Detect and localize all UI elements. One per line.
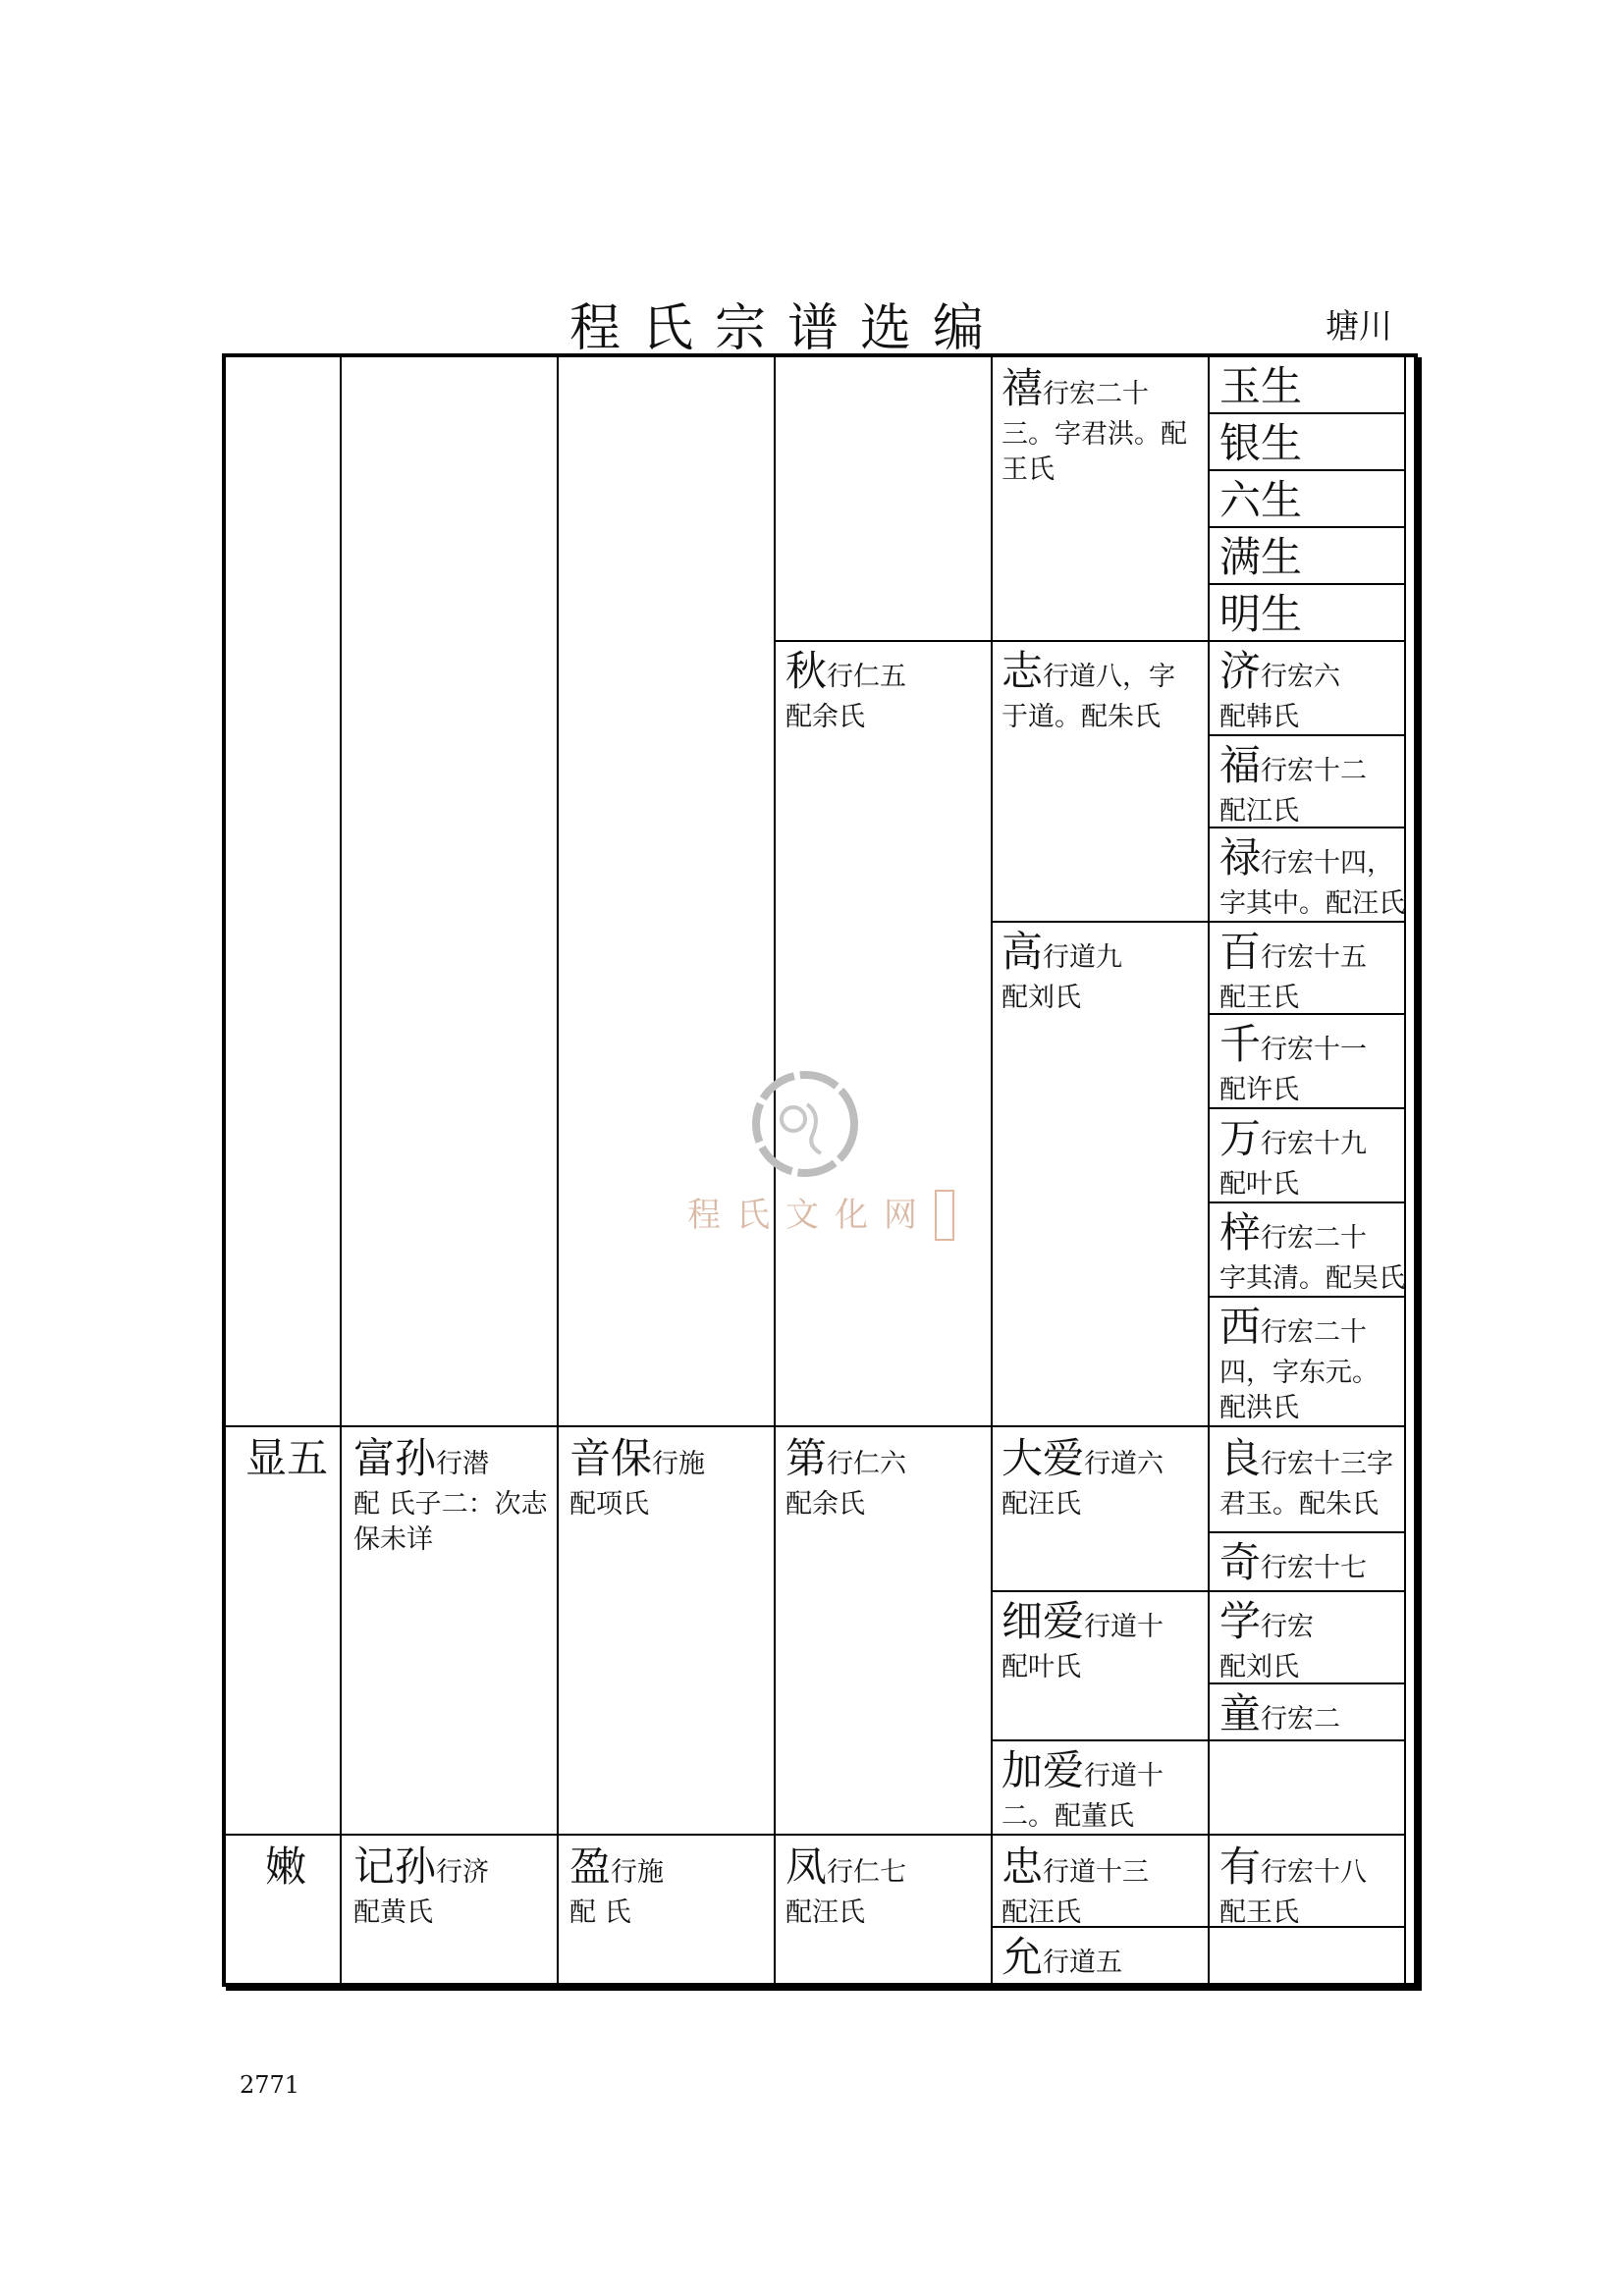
entry-name: 禧 (1001, 364, 1044, 412)
entry-qian (1219, 1017, 1402, 1108)
col-line (340, 357, 342, 1983)
entry-xue (1219, 1594, 1402, 1685)
entry-note: 行宏二 (1261, 1704, 1341, 1735)
entry-spouse: 配叶氏 (1001, 1651, 1081, 1682)
col-line (557, 357, 559, 1983)
entry-liang (1219, 1431, 1402, 1522)
entry-name: 良 (1219, 1434, 1262, 1482)
entry-note: 行宏十二 (1261, 756, 1368, 786)
entry-spouse: 配韩氏 (1219, 701, 1299, 732)
entry-qiu (785, 644, 982, 735)
entry-spouse: 配余氏 (785, 701, 865, 732)
entry-name: 秋 (785, 647, 828, 695)
entry-note: 行宏十四， (1261, 848, 1394, 879)
entry-name: 高 (1001, 928, 1044, 976)
entry-spouse: 配汪氏 (1001, 1896, 1081, 1928)
entry-spouse: 配汪氏 (785, 1896, 865, 1928)
entry-jiaai (1001, 1743, 1198, 1835)
row-line (774, 640, 1404, 642)
entry-name: 大爱 (1001, 1434, 1085, 1482)
entry-note: 行宏六 (1261, 662, 1341, 692)
entry-name: 童 (1219, 1689, 1262, 1737)
entry-spouse: 字其中。配汪氏 (1219, 887, 1405, 919)
entry-spouse: 配江氏 (1219, 795, 1299, 827)
page-number: 2771 (240, 2071, 300, 2099)
entry-zhong (1001, 1840, 1198, 1931)
entry-yun (1001, 1930, 1198, 1986)
place-name: 塘川 (1326, 307, 1392, 347)
entry-name: 万 (1219, 1114, 1262, 1162)
entry-note: 行道十 (1084, 1612, 1164, 1642)
entry-name: 福 (1219, 741, 1262, 789)
entry-spouse: 配 氏子二：次志保未详 (353, 1488, 548, 1556)
entry-name: 第 (785, 1434, 828, 1482)
entry-spouse: 配 氏 (569, 1896, 631, 1928)
row-line (1208, 1531, 1404, 1533)
entry-yinsheng: 银生 (1219, 419, 1303, 467)
entry-name: 记孙 (353, 1842, 437, 1891)
entry-spouse: 配许氏 (1219, 1074, 1299, 1105)
entry-note: 行宏 (1261, 1612, 1315, 1642)
entry-note: 行仁五 (827, 662, 907, 692)
entry-zhi (1001, 644, 1198, 735)
entry-lu (1219, 830, 1406, 922)
watermark-text: 程氏文化网 (687, 1196, 933, 1235)
entry-name: 济 (1219, 647, 1262, 695)
entry-note: 行潜 (436, 1449, 490, 1479)
entry-name: 禄 (1219, 833, 1262, 881)
entry-di (785, 1431, 982, 1522)
entry-note: 行仁七 (827, 1857, 907, 1888)
entry-spouse: 配余氏 (785, 1488, 865, 1520)
entry-note: 行宏二十四，字东元。配洪氏 (1219, 1317, 1379, 1424)
entry-note: 行宏十五 (1261, 942, 1368, 973)
entry-note: 行道八，字于道。配朱氏 (1001, 662, 1176, 732)
entry-tong (1219, 1686, 1402, 1742)
entry-spouse: 字其清。配吴氏 (1219, 1262, 1405, 1294)
entry-note: 行宏十一 (1261, 1035, 1368, 1065)
entry-name: 盈 (569, 1842, 612, 1891)
row-line (226, 1834, 1404, 1836)
entry-mingsheng: 明生 (1219, 590, 1303, 638)
entry-spouse: 配王氏 (1219, 1896, 1299, 1928)
entry-xi2 (1219, 1300, 1402, 1427)
entry-note: 行宏二十 (1261, 1223, 1368, 1254)
entry-spouse: 配叶氏 (1219, 1168, 1299, 1200)
entry-qi (1219, 1535, 1402, 1591)
entry-spouse: 配王氏 (1219, 982, 1299, 1013)
entry-yusheng: 玉生 (1219, 362, 1303, 410)
entry-yinbao (569, 1431, 766, 1522)
page-title: 程氏宗谱选编 (569, 299, 1006, 358)
entry-name: 音保 (569, 1434, 653, 1482)
entry-fu (1219, 738, 1402, 829)
entry-name: 梓 (1219, 1208, 1262, 1256)
entry-name: 允 (1001, 1933, 1044, 1981)
entry-note: 行济 (436, 1857, 490, 1888)
entry-note: 行道九 (1043, 942, 1123, 973)
entry-note: 行道六 (1084, 1449, 1164, 1479)
entry-name: 学 (1219, 1597, 1262, 1645)
entry-note: 行道五 (1043, 1948, 1123, 1978)
entry-note: 行道十三 (1043, 1857, 1150, 1888)
entry-name: 忠 (1001, 1842, 1044, 1891)
watermark-seal-icon (746, 1065, 864, 1183)
entry-xi (1001, 361, 1198, 489)
entry-note: 行道十二。配董氏 (1001, 1761, 1164, 1832)
entry-xiai (1001, 1594, 1198, 1685)
entry-spouse: 配刘氏 (1001, 982, 1081, 1013)
entry-ji (1219, 644, 1402, 735)
entry-name: 千 (1219, 1020, 1262, 1068)
entry-nen: 嫩 (265, 1842, 307, 1891)
entry-note: 行宏二十三。字君洪。配王氏 (1001, 379, 1187, 486)
entry-feng (785, 1840, 982, 1931)
entry-spouse: 配刘氏 (1219, 1651, 1299, 1682)
col-line (1404, 357, 1406, 1983)
entry-note: 行宏十三字君玉。配朱氏 (1219, 1449, 1394, 1520)
entry-note: 行施 (652, 1449, 706, 1479)
entry-jisun (353, 1840, 550, 1931)
entry-gao (1001, 925, 1198, 1016)
entry-note: 行宏十七 (1261, 1553, 1368, 1583)
entry-name: 细爱 (1001, 1597, 1085, 1645)
entry-note: 行宏十九 (1261, 1129, 1368, 1159)
entry-bai (1219, 925, 1402, 1016)
entry-spouse: 配项氏 (569, 1488, 649, 1520)
entry-name: 富孙 (353, 1434, 437, 1482)
entry-xianwu: 显五 (245, 1434, 329, 1482)
entry-name: 西 (1219, 1303, 1262, 1351)
entry-name: 百 (1219, 928, 1262, 976)
entry-note: 行宏十八 (1261, 1857, 1368, 1888)
entry-wan (1219, 1111, 1402, 1202)
entry-mansheng: 满生 (1219, 533, 1303, 581)
entry-ying (569, 1840, 766, 1931)
entry-liusheng: 六生 (1219, 476, 1303, 524)
entry-note: 行施 (611, 1857, 665, 1888)
entry-fusun (353, 1431, 550, 1559)
watermark-stamp (935, 1190, 954, 1241)
entry-name: 奇 (1219, 1538, 1262, 1586)
entry-zi (1219, 1205, 1406, 1297)
entry-name: 凤 (785, 1842, 828, 1891)
entry-name: 志 (1001, 647, 1044, 695)
entry-name: 有 (1219, 1842, 1262, 1891)
entry-daai (1001, 1431, 1198, 1522)
entry-spouse: 配黄氏 (353, 1896, 433, 1928)
entry-name: 加爱 (1001, 1746, 1085, 1794)
entry-spouse: 配汪氏 (1001, 1488, 1081, 1520)
entry-note: 行仁六 (827, 1449, 907, 1479)
entry-you (1219, 1840, 1402, 1931)
